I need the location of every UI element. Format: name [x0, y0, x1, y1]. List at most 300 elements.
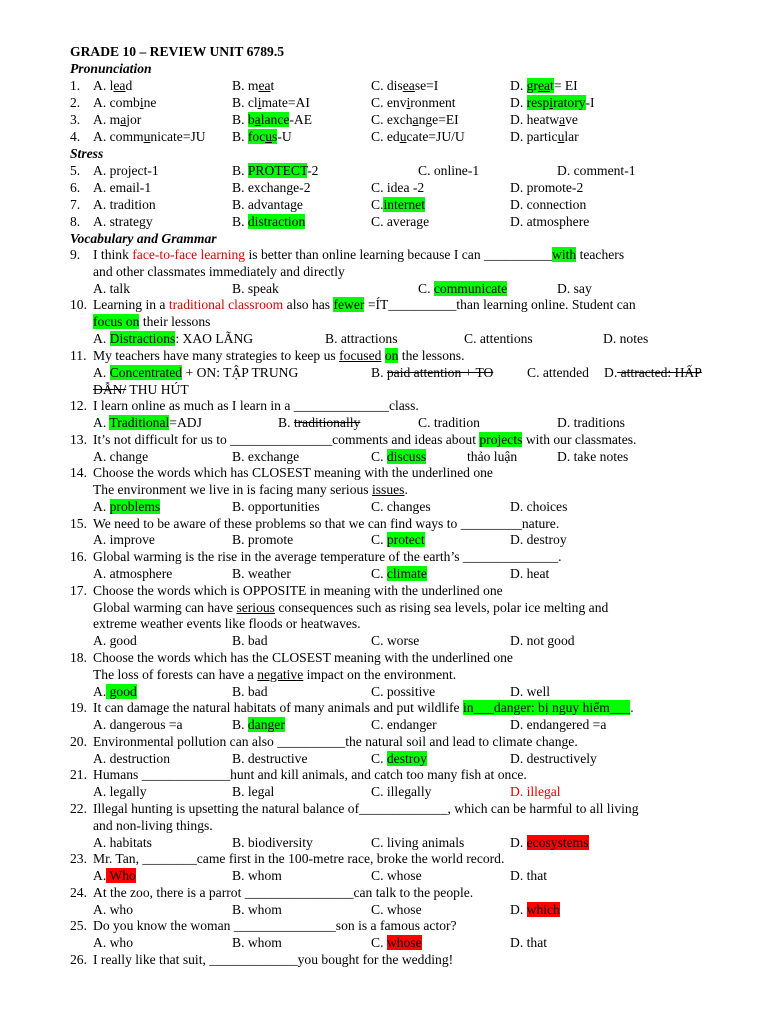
text-segment: Global warming is the rise in the average temperature of the earth’s ______________.	[93, 549, 562, 564]
text-segment: 19.	[70, 700, 87, 715]
text-segment: A. talk	[93, 281, 130, 296]
text-segment: Concentrated	[109, 365, 183, 380]
text-segment: A. strategy	[93, 214, 153, 229]
text-segment: B.	[232, 717, 248, 732]
text-segment: 6.	[70, 180, 81, 195]
text-segment: t	[550, 78, 554, 93]
text-segment	[93, 481, 408, 498]
text-segment: 10.	[70, 297, 87, 312]
text-segment: 21.	[70, 767, 87, 782]
text-segment: B. weather	[232, 566, 291, 581]
text-segment: D. destroy	[510, 532, 567, 547]
text-segment: C. possitive	[371, 684, 436, 699]
text-segment: also has	[283, 297, 334, 312]
text-segment: a	[559, 112, 566, 127]
text-segment: C. endanger	[371, 717, 437, 732]
text-segment: 8.	[70, 214, 81, 229]
text-segment: C. worse	[371, 633, 420, 648]
text-segment	[93, 666, 456, 683]
text-segment: cate=JU/U	[406, 129, 465, 144]
text-segment: PROTECT	[247, 163, 308, 178]
option-a	[93, 128, 206, 145]
text-segment: B. m	[232, 78, 259, 93]
option-c-answer	[371, 196, 425, 213]
text-segment: C.	[371, 935, 387, 950]
text-segment: focused	[339, 348, 382, 363]
text-segment: is better than online learning because I can __________	[245, 247, 553, 262]
text-segment: A. project-1	[93, 163, 159, 178]
question-stem	[0, 733, 768, 750]
text-segment: C. tradition	[418, 415, 480, 430]
text-segment: 23.	[70, 851, 87, 866]
text-segment: We need to be aware of these problems so that we can find ways to _________nature.	[93, 516, 560, 531]
text-segment: 1.	[70, 78, 81, 93]
text-segment: ea	[113, 78, 126, 93]
question-stem	[0, 800, 768, 817]
text-segment: -AE	[289, 112, 313, 127]
question-stem	[0, 699, 768, 716]
text-segment: which	[526, 902, 560, 917]
text-segment: paid attention + TO	[386, 365, 494, 380]
option-b-answer	[232, 213, 305, 230]
text-segment: A. habitats	[93, 835, 152, 850]
text-segment: At the zoo, there is a parrot ________________can talk to the people.	[93, 885, 474, 900]
text-segment: B. exchange	[232, 449, 300, 464]
text-segment: 26.	[70, 952, 87, 967]
text-segment: I think	[93, 247, 133, 262]
options-row	[0, 330, 768, 347]
option-c	[371, 111, 459, 128]
text-segment	[93, 498, 160, 515]
text-segment: D. comment-1	[557, 163, 636, 178]
text-segment: D. promote-2	[510, 180, 584, 195]
text-segment: nicate=JU	[150, 129, 206, 144]
text-segment: Distractions	[109, 331, 176, 346]
text-segment: D. that	[510, 935, 547, 950]
question-stem	[0, 431, 768, 448]
text-segment: C. living animals	[371, 835, 465, 850]
text-segment: A. comm	[93, 129, 144, 144]
text-segment: C. changes	[371, 499, 431, 514]
option-c	[371, 77, 438, 94]
text-segment: nge=EI	[418, 112, 459, 127]
text-segment: D. illegal	[510, 784, 561, 799]
text-segment: C. online-1	[418, 163, 480, 178]
question-stem	[0, 548, 768, 565]
text-segment: jor	[126, 112, 142, 127]
text-segment: B. bad	[232, 684, 268, 699]
text-segment: D. notes	[603, 331, 649, 346]
text-segment: ea	[402, 78, 415, 93]
option-d	[510, 111, 578, 128]
question-stem	[0, 397, 768, 414]
option-a	[93, 94, 156, 111]
text-segment: B. legal	[232, 784, 275, 799]
text-segment: C.	[418, 281, 434, 296]
options-row	[0, 783, 768, 800]
text-segment	[510, 901, 560, 918]
text-segment: with	[552, 247, 577, 262]
option-c	[371, 128, 465, 145]
option-d-answer	[510, 77, 578, 94]
text-segment: a	[254, 112, 261, 127]
text-segment: and other classmates immediately and directly	[93, 264, 345, 279]
text-segment: 17.	[70, 583, 87, 598]
text-segment: 12.	[70, 398, 87, 413]
text-segment	[93, 246, 624, 263]
text-segment: ne	[143, 95, 157, 110]
option-b-answer	[232, 128, 292, 145]
options-row	[0, 750, 768, 767]
text-segment: Do you know the woman _______________son is a famous actor?	[93, 918, 457, 933]
text-segment: A.	[93, 499, 110, 514]
text-segment: 22.	[70, 801, 87, 816]
options-row	[0, 364, 768, 381]
text-segment: problems	[109, 499, 161, 514]
text-segment: 11.	[70, 348, 87, 363]
text-segment: fewer	[333, 297, 365, 312]
section-heading-vocab: Vocabulary and Grammar	[70, 231, 217, 246]
text-segment: 9.	[70, 247, 81, 262]
question-stem	[0, 296, 768, 313]
text-segment: lance	[260, 112, 290, 127]
text-segment: their lessons	[139, 314, 211, 329]
text-segment: ronment	[410, 95, 456, 110]
text-segment: D. heatw	[510, 112, 560, 127]
text-segment: B. bad	[232, 633, 268, 648]
text-segment: -U	[277, 129, 292, 144]
text-segment: C. whose	[371, 902, 422, 917]
question-stem	[0, 917, 768, 934]
option-d	[510, 128, 579, 145]
text-segment: ecosystems	[526, 835, 589, 850]
text-segment: = EI	[553, 78, 578, 93]
text-segment	[93, 683, 137, 700]
text-segment	[93, 313, 210, 330]
text-segment	[93, 599, 608, 616]
text-segment: i	[257, 95, 262, 110]
text-segment	[93, 364, 298, 381]
text-segment: B.	[232, 129, 248, 144]
text-segment: 14.	[70, 465, 87, 480]
text-segment: traditional classroom	[168, 297, 284, 312]
text-segment: internet	[383, 197, 425, 212]
question-row	[0, 128, 768, 145]
question-stem	[0, 850, 768, 867]
option-b	[232, 77, 274, 94]
options-row	[0, 280, 768, 297]
text-segment	[93, 330, 253, 347]
text-segment: A.	[93, 415, 110, 430]
question-row	[0, 111, 768, 128]
text-segment: C. whose	[371, 868, 422, 883]
text-segment	[371, 934, 422, 951]
text-segment: C.	[371, 751, 387, 766]
text-segment: A. change	[93, 449, 149, 464]
text-segment: b	[247, 112, 255, 127]
text-segment: C.	[371, 532, 387, 547]
text-segment: .	[630, 700, 634, 715]
text-segment: B.	[232, 112, 248, 127]
text-segment: A. l	[93, 78, 114, 93]
text-segment: D. not good	[510, 633, 575, 648]
text-segment: D. traditions	[557, 415, 625, 430]
text-segment	[604, 364, 702, 381]
text-segment: A. comb	[93, 95, 140, 110]
text-segment: u	[557, 129, 565, 144]
option-d-answer	[510, 94, 595, 111]
text-segment: Learning in a	[93, 297, 169, 312]
text-segment: C. exch	[371, 112, 413, 127]
text-segment: C.	[371, 197, 384, 212]
question-row	[0, 179, 768, 196]
text-segment: thảo luận	[467, 449, 518, 464]
text-segment: B.	[232, 214, 248, 229]
text-segment: on	[384, 348, 399, 363]
section-heading-pronunciation: Pronunciation	[70, 61, 152, 76]
text-segment: D. partic	[510, 129, 558, 144]
text-segment: teachers	[576, 247, 625, 262]
text-segment: lar	[564, 129, 579, 144]
text-segment: D. connection	[510, 197, 587, 212]
text-segment: the lessons.	[398, 348, 465, 363]
text-segment: B. whom	[232, 902, 282, 917]
text-segment: discuss	[386, 449, 427, 464]
text-segment: A. dangerous =a	[93, 717, 183, 732]
text-segment	[371, 565, 427, 582]
text-segment: My teachers have many strategies to keep us	[93, 348, 340, 363]
text-segment: A.	[93, 684, 107, 699]
text-segment: with our classmates.	[522, 432, 637, 447]
options-row	[0, 498, 768, 515]
text-segment: THU HÚT	[126, 382, 189, 397]
text-segment: 18.	[70, 650, 87, 665]
text-segment: C. attentions	[464, 331, 533, 346]
text-segment: B. whom	[232, 935, 282, 950]
text-segment: t	[270, 78, 275, 93]
text-segment: mate=AI	[261, 95, 310, 110]
text-segment: i	[139, 95, 144, 110]
text-segment: traditionally	[293, 415, 361, 430]
text-segment	[418, 280, 507, 297]
text-segment: D. say	[557, 281, 592, 296]
text-segment	[278, 414, 360, 431]
options-row	[0, 414, 768, 431]
text-segment: 25.	[70, 918, 87, 933]
text-segment: C. idea -2	[371, 180, 425, 195]
question-row	[0, 162, 768, 179]
text-segment: D.	[604, 365, 618, 380]
question-stem	[0, 246, 768, 263]
text-segment: C. average	[371, 214, 430, 229]
options-row	[0, 867, 768, 884]
text-segment: Illegal hunting is upsetting the natural balance of_____________, which can be harmful to all living	[93, 801, 639, 816]
options-row	[0, 834, 768, 851]
text-segment: 15.	[70, 516, 87, 531]
text-segment: impact on the environment.	[303, 667, 457, 682]
text-segment: distraction	[247, 214, 306, 229]
text-segment	[93, 381, 189, 398]
text-segment: D. heat	[510, 566, 550, 581]
question-stem	[0, 515, 768, 532]
text-segment: D. atmosphere	[510, 214, 590, 229]
text-segment: The environment we live in is facing many serious	[93, 482, 372, 497]
text-segment: A. destruction	[93, 751, 171, 766]
text-segment: 5.	[70, 163, 81, 178]
text-segment: Choose the words which has CLOSEST meaning with the underlined one	[93, 465, 493, 480]
text-segment: : XAO LÃNG	[175, 331, 254, 346]
text-segment: whose	[386, 935, 422, 950]
text-segment: It’s not difficult for us to _______________comments and ideas about	[93, 432, 480, 447]
options-row	[0, 632, 768, 649]
question-stem	[0, 582, 768, 599]
text-segment: Environmental pollution can also __________the natural soil and lead to climate change.	[93, 734, 578, 749]
text-segment: D.	[510, 902, 527, 917]
text-segment: issues	[371, 482, 405, 497]
text-segment: C. attended	[527, 365, 589, 380]
text-segment: extreme weather events like floods or heatwaves.	[93, 616, 361, 631]
text-segment: C.	[371, 566, 387, 581]
text-segment: Who	[106, 868, 136, 883]
options-row	[0, 683, 768, 700]
text-segment: Mr. Tan, ________came first in the 100-metre race, broke the world record.	[93, 851, 505, 866]
text-segment: focus on	[93, 314, 140, 329]
text-segment: resp	[526, 95, 550, 110]
text-segment	[510, 834, 589, 851]
text-segment: D.	[510, 835, 527, 850]
text-segment	[93, 414, 202, 431]
text-segment: Humans _____________hunt and kill animals, and catch too many fish at once.	[93, 767, 527, 782]
text-segment: A.	[93, 365, 110, 380]
text-segment: 2.	[70, 95, 81, 110]
text-segment: attracted: HẤP	[617, 365, 702, 380]
text-segment: Global warming can have	[93, 600, 237, 615]
text-segment	[93, 296, 636, 313]
text-segment: C. illegally	[371, 784, 432, 799]
text-segment: u	[265, 129, 273, 144]
text-segment	[232, 716, 285, 733]
text-segment: D. well	[510, 684, 551, 699]
text-segment: B. promote	[232, 532, 294, 547]
text-segment: gr	[526, 78, 538, 93]
text-segment: ea	[537, 78, 551, 93]
text-segment: se=I	[414, 78, 439, 93]
text-segment	[93, 699, 634, 716]
text-segment	[93, 431, 636, 448]
text-segment: A. atmosphere	[93, 566, 173, 581]
text-segment: DẪN/	[93, 382, 127, 397]
text-segment	[371, 750, 427, 767]
text-segment: in___danger: bị nguy hiểm___	[462, 700, 631, 715]
text-segment: a	[120, 112, 127, 127]
text-segment: -I	[585, 95, 595, 110]
text-segment: D.	[510, 95, 527, 110]
text-segment: s	[272, 129, 278, 144]
text-segment: C. ed	[371, 129, 400, 144]
text-segment: 24.	[70, 885, 87, 900]
text-segment: C. dis	[371, 78, 403, 93]
text-segment: ve	[565, 112, 578, 127]
text-segment: D. that	[510, 868, 547, 883]
text-segment: Choose the words which has the CLOSEST meaning with the underlined one	[93, 650, 513, 665]
text-segment: u	[143, 129, 151, 144]
text-segment: D. endangered =a	[510, 717, 607, 732]
option-b-answer	[232, 162, 318, 179]
text-segment: 7.	[70, 197, 81, 212]
text-segment: Traditional	[109, 415, 170, 430]
text-segment: climate	[386, 566, 427, 581]
option-b	[232, 94, 310, 111]
text-segment: 4.	[70, 129, 81, 144]
text-segment	[371, 531, 425, 548]
question-stem	[0, 649, 768, 666]
text-segment: ea	[258, 78, 271, 93]
text-segment: B. attractions	[325, 331, 398, 346]
question-row	[0, 196, 768, 213]
text-segment: A. tradition	[93, 197, 156, 212]
text-segment: a	[412, 112, 419, 127]
options-row	[0, 716, 768, 733]
text-segment: communicate	[433, 281, 508, 296]
text-segment: face-to-face learning	[132, 247, 246, 262]
text-segment: A.	[93, 331, 110, 346]
text-segment: A. legally	[93, 784, 147, 799]
text-segment: B. biodiversity	[232, 835, 313, 850]
text-segment: It can damage the natural habitats of many animals and put wildlife	[93, 700, 463, 715]
text-segment: B. speak	[232, 281, 279, 296]
question-stem	[0, 766, 768, 783]
text-segment: d	[125, 78, 133, 93]
question-stem	[0, 884, 768, 901]
text-segment: A. improve	[93, 532, 155, 547]
text-segment: B.	[232, 163, 248, 178]
text-segment: foc	[247, 129, 266, 144]
text-segment: B. advantage	[232, 197, 303, 212]
text-segment: A. who	[93, 935, 134, 950]
option-a	[93, 111, 141, 128]
text-segment: projects	[479, 432, 523, 447]
options-row	[0, 901, 768, 918]
text-segment: serious	[236, 600, 275, 615]
text-segment: B. opportunities	[232, 499, 320, 514]
text-segment: C. env	[371, 95, 407, 110]
question-stem	[0, 951, 768, 968]
text-segment: D. choices	[510, 499, 568, 514]
question-row	[0, 213, 768, 230]
text-segment: A. email-1	[93, 180, 152, 195]
text-segment: A. m	[93, 112, 121, 127]
text-segment: 20.	[70, 734, 87, 749]
section-heading-stress: Stress	[70, 146, 104, 161]
text-segment: B. cl	[232, 95, 258, 110]
text-segment: + ON: TẬP TRUNG	[182, 365, 299, 380]
text-segment: Choose the words which is OPPOSITE in meaning with the underlined one	[93, 583, 503, 598]
question-stem	[0, 464, 768, 481]
text-segment: 3.	[70, 112, 81, 127]
text-segment: A. who	[93, 902, 134, 917]
options-row	[0, 531, 768, 548]
text-segment: D. destructively	[510, 751, 597, 766]
text-segment: 16.	[70, 549, 87, 564]
text-segment: u	[399, 129, 407, 144]
options-row	[0, 448, 768, 465]
text-segment	[371, 364, 493, 381]
option-c	[371, 94, 456, 111]
text-segment: negative	[257, 667, 304, 682]
text-segment: B.	[371, 365, 387, 380]
page-title: GRADE 10 – REVIEW UNIT 6789.5	[70, 44, 285, 59]
text-segment: I really like that suit, _____________you bought for the wedding!	[93, 952, 454, 967]
